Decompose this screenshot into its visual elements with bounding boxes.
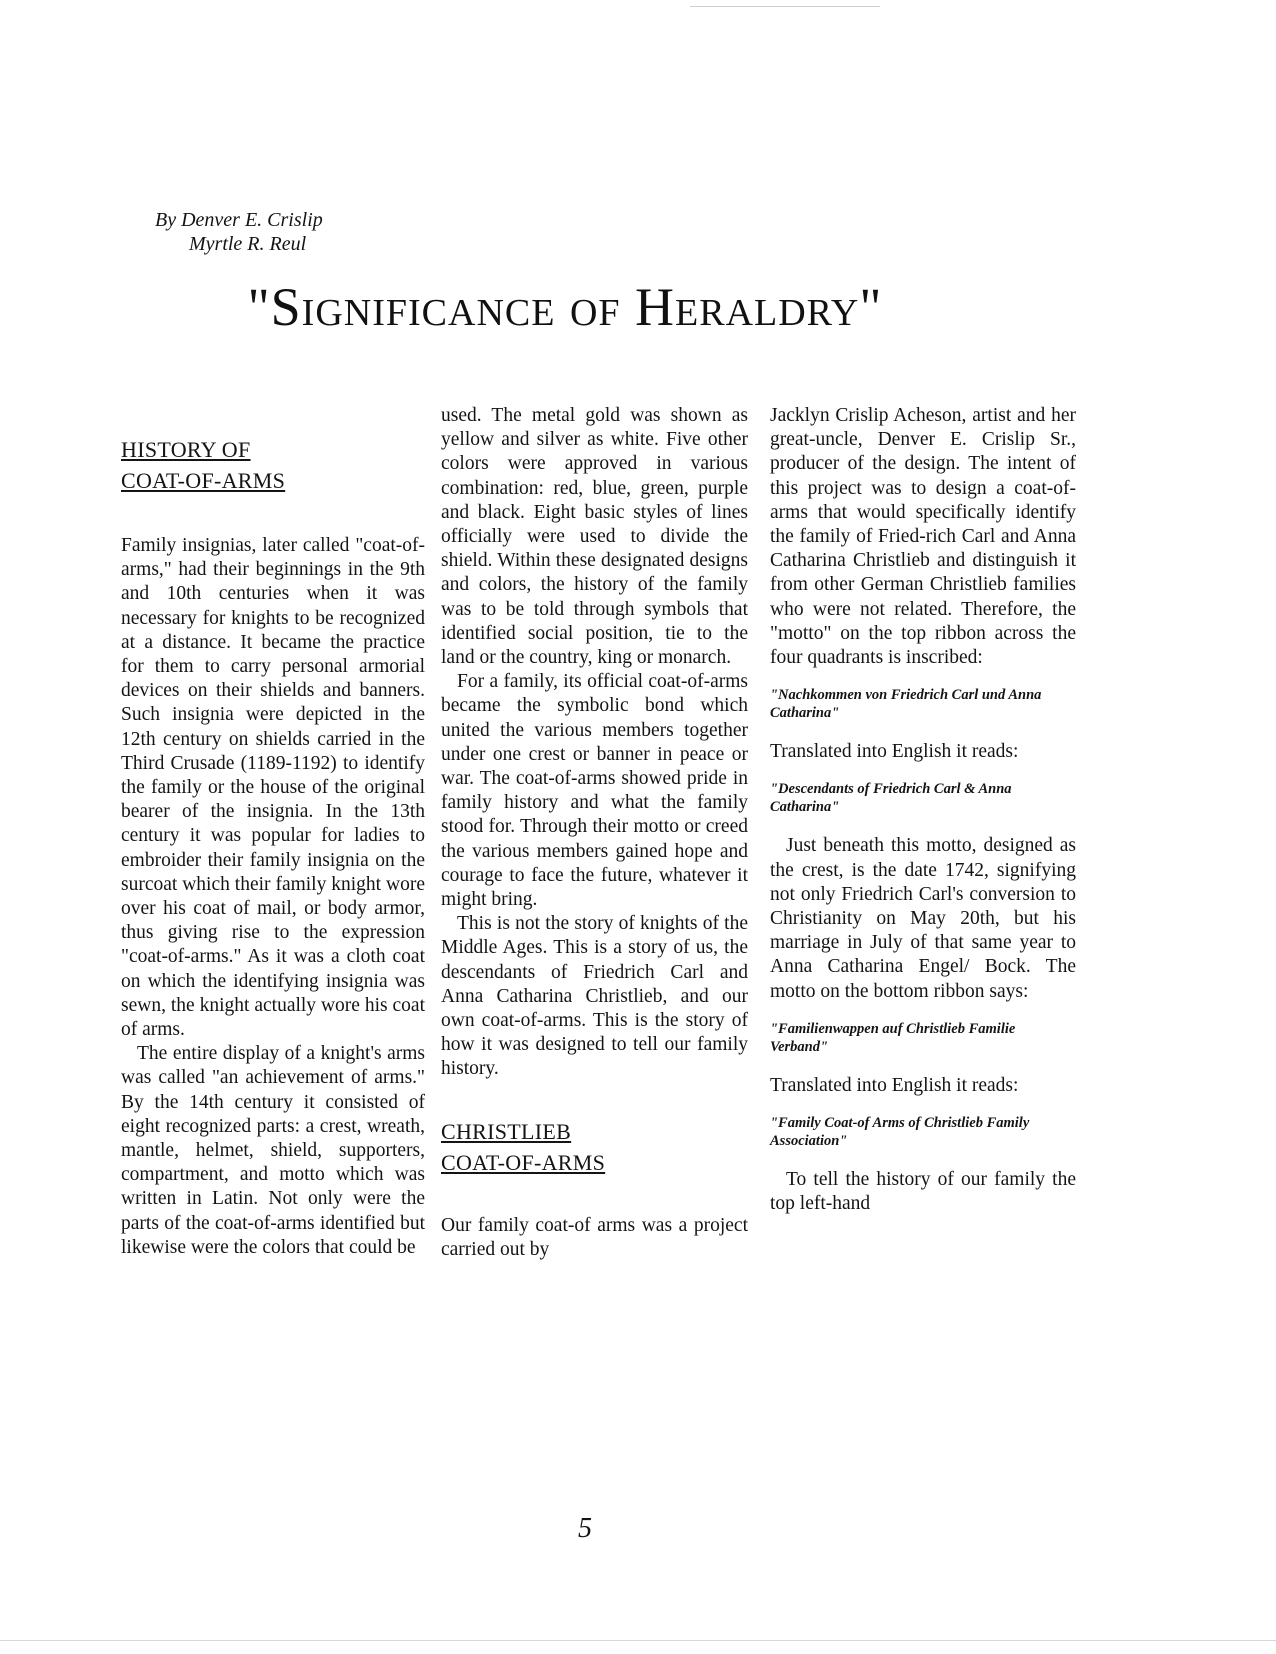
- byline: [155, 208, 323, 256]
- paragraph: This is not the story of knights of the Middle Ages. This is a story of us, the descendants of Friedrich Carl and Anna Catharina Christlieb, and our own coat-of-arms. This is the story of how it was designed to tell our family history.: [441, 913, 748, 1080]
- column-3: [770, 404, 1076, 1216]
- paragraph: Translated into English it reads:: [770, 741, 1019, 763]
- section-heading-history: HISTORY OF COAT-OF-ARMS: [121, 437, 286, 493]
- paragraph: Jacklyn Crislip Acheson, artist and her great-uncle, Denver E. Crislip Sr., producer of the design. The intent of this project was to design a coat-of-arms that would specifically identify the family of Fried-rich Carl and Anna Catharina Christlieb and distinguish it from other German Christlieb families who were not related. Therefore, the "motto" on the top ribbon across the four quadrants is inscribed:: [770, 405, 1076, 669]
- paragraph: Just beneath this motto, designed as the crest, is the date 1742, signifying not only Friedrich Carl's conversion to Christianity on May 20th, but his marriage in July of that same year to Anna Catharina Engel/ Bock. The motto on the bottom ribbon says:: [770, 835, 1076, 1002]
- section-heading-christlieb: CHRISTLIEB COAT-OF-ARMS: [441, 1118, 606, 1175]
- page-number: 5: [578, 1513, 592, 1544]
- scan-edge-line: [0, 1640, 1276, 1641]
- paragraph: To tell the history of our family the top left-hand: [770, 1169, 1076, 1215]
- motto-english-top: "Descendants of Friedrich Carl & Anna Catharina": [770, 781, 1012, 816]
- paragraph: The entire display of a knight's arms was called "an achievement of arms." By the 14th century it consisted of eight recognized parts: a crest, wreath, mantle, helmet, shield, supporters, compartment, and motto which was written in Latin. Not only were the parts of the coat-of-arms identified but likewise were the colors that could be: [121, 1043, 425, 1258]
- motto-german-top: "Nachkommen von Friedrich Carl und Anna Catharina": [770, 687, 1042, 722]
- motto-german-bottom: "Familienwappen auf Christlieb Familie Verband": [770, 1020, 1016, 1055]
- column-2: [441, 404, 748, 1262]
- paragraph: used. The metal gold was shown as yellow and silver as white. Five other colors were approved in various combination: red, blue, green, purple and black. Eight basic styles of lines officially were used to divide the shield. Within these designated designs and colors, the history of the family was to be told through symbols that identified social position, tie to the land or the country, king or monarch.: [441, 405, 748, 669]
- paragraph: Translated into English it reads:: [770, 1074, 1019, 1096]
- scan-artifact-line: [690, 6, 880, 7]
- motto-english-bottom: "Family Coat-of Arms of Christlieb Family Association": [770, 1115, 1030, 1150]
- paragraph: Our family coat-of arms was a project carried out by: [441, 1214, 748, 1260]
- author-2: Myrtle R. Reul: [189, 233, 307, 255]
- paragraph: Family insignias, later called "coat-of-arms," had their beginnings in the 9th and 10th centuries when it was necessary for knights to be recognized at a distance. It became the practice for them to carry personal armorial devices on their shields and banners. Such insignia were depicted in the 12th century on shields carried in the Third Crusade (1189-1192) to identify the family or the house of the original bearer of the insignia. In the 13th century it was popular for ladies to embroider their family insignia on the surcoat which their family knight wore over his coat of mail, or body armor, thus giving rise to the expression "coat-of-arms." As it was a cloth coat on which the identifying insignia was sewn, the knight actually wore his coat of arms.: [121, 535, 425, 1041]
- column-1: [121, 404, 425, 1260]
- author-1: By Denver E. Crislip: [155, 209, 323, 231]
- page-title: "Significance of Heraldry": [247, 277, 883, 337]
- paragraph: For a family, its official coat-of-arms became the symbolic bond which united the various members together under one crest or banner in peace or war. The coat-of-arms showed pride in family history and what the family stood for. Through their motto or creed the various members gained hope and courage to face the future, whatever it might bring.: [441, 671, 748, 911]
